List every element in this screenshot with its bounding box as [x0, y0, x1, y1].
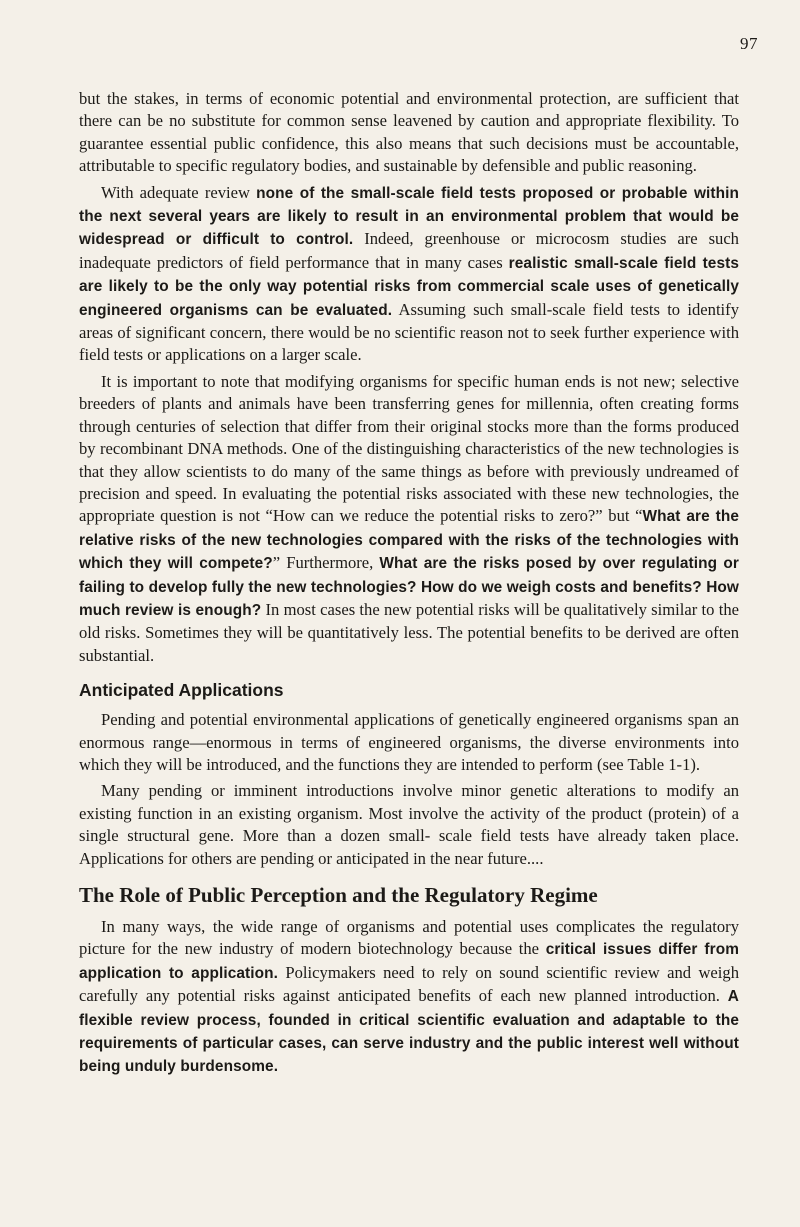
text-run: ” Furthermore, — [272, 553, 380, 573]
paragraph-modifying-organisms — [79, 371, 739, 667]
text-run: Policymakers need to rely on sound scientific review and weigh carefully any potential risks against anticipated benefits of each new planned introduction. — [79, 962, 739, 1006]
page-number: 97 — [740, 34, 758, 53]
article-body — [79, 88, 739, 1083]
emphasis-run: What are the risks posed by over regulating or failing to develop fully the new technologies? How do we weigh costs and benefits? How much review is enough? — [79, 555, 739, 619]
paragraph-intro: but the stakes, in terms of economic potential and environmental protection, are sufficient that there can be no substitute for common sense leavened by caution and appropriate flexibility. To guarantee essential public confidence, this also means that such decisions must be accountable, attributable to specific regulatory bodies, and sustainable by defensible and public reasoning. — [79, 89, 739, 176]
emphasis-run: realistic small-scale field tests are likely to be the only way potential risks from commercial scale uses of genetically engineered organisms can be evaluated. — [79, 254, 739, 319]
paragraph-regulatory-picture — [79, 916, 739, 1079]
emphasis-run: A flexible review process, founded in critical scientific evaluation and adaptable to the requirements of particular cases, can serve industry and the public interest well without being unduly burdensome. — [79, 988, 739, 1076]
text-run: In most cases the new potential risks will be qualitatively similar to the old risks. Sometimes they will be quantitatively less. The potential benefits to be derived are often substantial. — [79, 599, 739, 665]
heading-anticipated-applications: Anticipated Applications — [79, 680, 284, 701]
emphasis-run: What are the relative risks of the new technologies compared with the risks of the technologies with which they will compete? — [79, 508, 739, 573]
emphasis-run: critical issues differ from application to application. — [79, 941, 739, 982]
text-run: It is important to note that modifying organisms for specific human ends is not new; selective breeders of plants and animals have been transferring genes for millennia, often creating forms through centuries of selection that differ from their original stocks more than the forms produced by recombinant DNA methods. One of the distinguishing characteristics of the new technologies is that they allow scientists to do many of the same things as before with previously undreamed of precision and speed. In evaluating the potential risks associated with these new technologies, the appropriate question is not “How can we reduce the potential risks to zero?” but “ — [79, 371, 739, 526]
paragraph-pending-applications: Pending and potential environmental applications of genetically engineered organisms span an enormous range—enormous in terms of engineered organisms, the diverse environments into which they will be introduced, and the functions they are intended to perform (see Table 1-1). — [79, 710, 739, 774]
paragraph-field-tests — [79, 182, 739, 367]
paragraph-imminent-introductions: Many pending or imminent introductions involve minor genetic alterations to modify an existing function in an existing organism. Most involve the activity of the product (protein) of a single structural gene. More than a dozen small- scale field tests have already taken place. Applications for others are pending or anticipated in the near future.... — [79, 781, 739, 868]
text-run: Indeed, greenhouse or microcosm studies are such inadequate predictors of field performance that in many cases — [79, 229, 739, 272]
emphasis-run: none of the small-scale field tests proposed or probable within the next several years are likely to result in an environmental problem that would be widespread or difficult to control. — [79, 184, 739, 249]
text-run: Assuming such small-scale field tests to identify areas of significant concern, there would be no scientific reason not to seek further experience with field tests or applications on a larger scale. — [79, 299, 739, 365]
text-run: With adequate review — [101, 182, 257, 202]
heading-public-perception: The Role of Public Perception and the Regulatory Regime — [79, 883, 598, 907]
text-run: In many ways, the wide range of organisms and potential uses complicates the regulatory picture for the new industry of modern biotechnology because the — [79, 917, 739, 959]
